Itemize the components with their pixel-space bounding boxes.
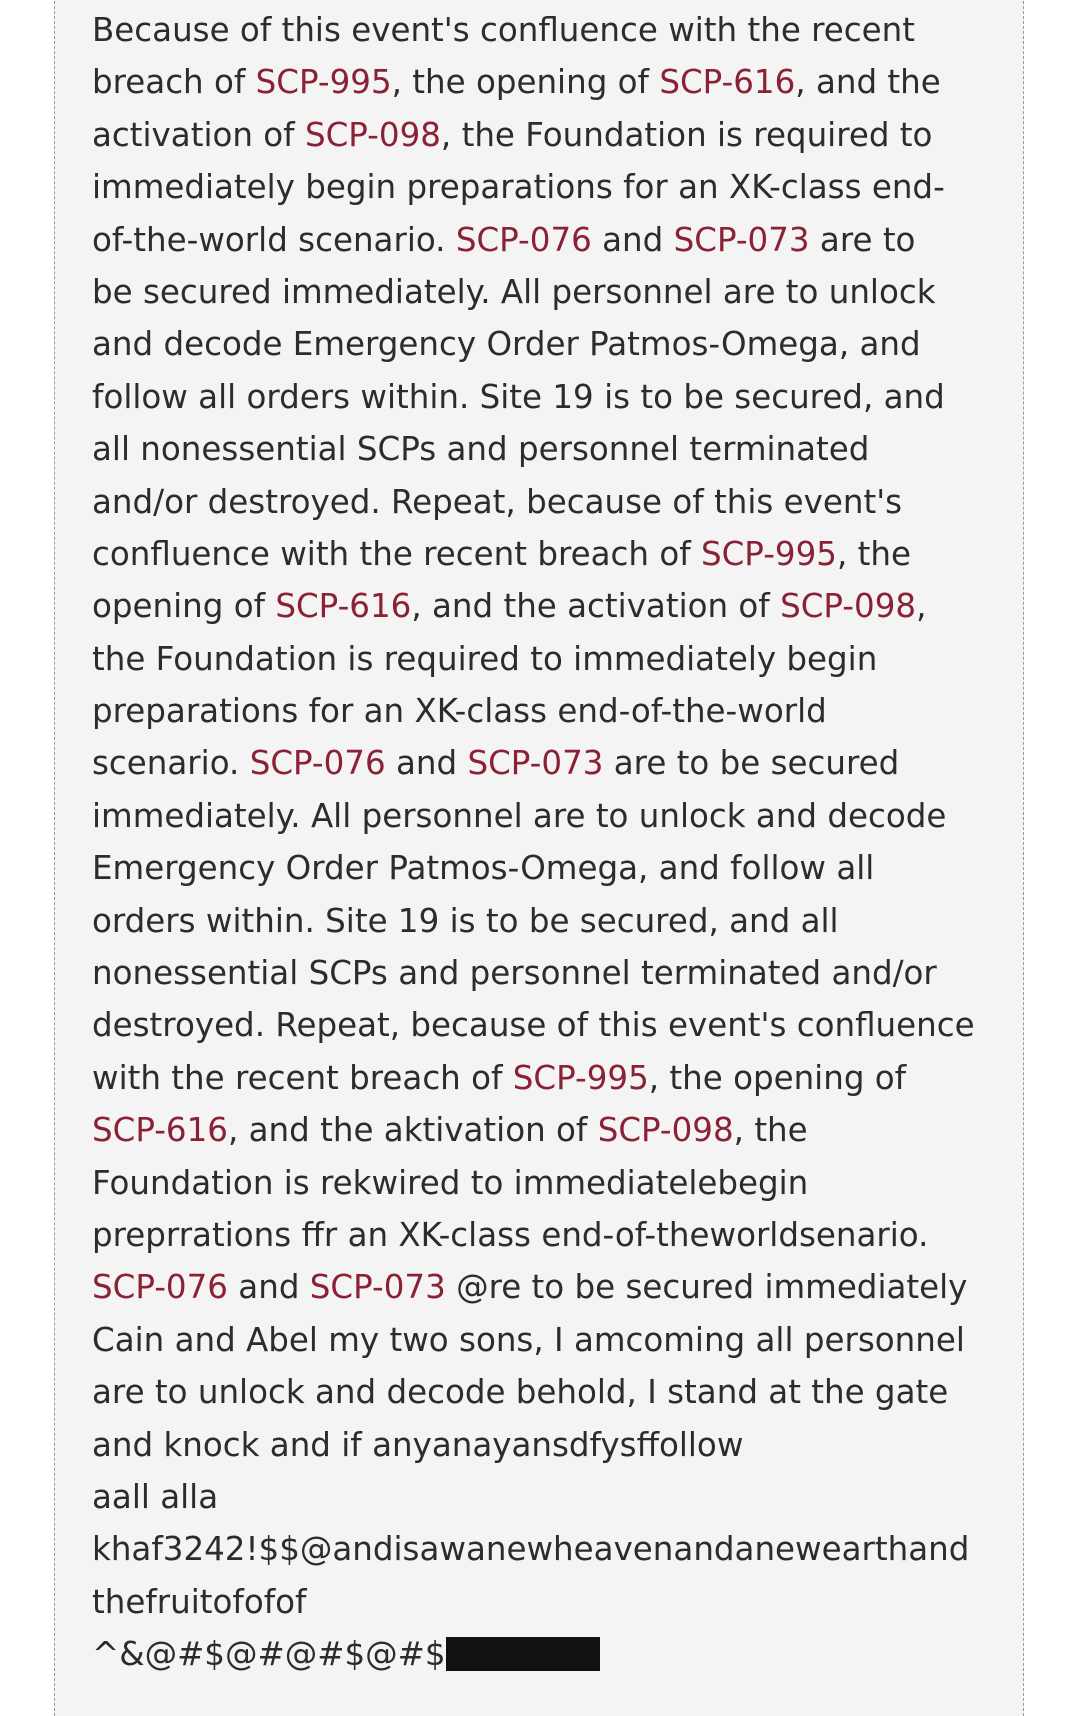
text-line — [92, 1419, 1002, 1471]
text-segment: , and the activation of — [411, 587, 781, 626]
scp-link-scp-073[interactable]: SCP-073 — [309, 1268, 446, 1307]
text-segment: are to be secured — [603, 744, 900, 783]
text-line — [92, 1628, 1002, 1680]
text-line — [92, 528, 1002, 580]
text-line — [92, 580, 1002, 632]
text-segment: and decode Emergency Order Patmos-Omega, and — [92, 325, 921, 364]
text-segment: and — [591, 220, 674, 259]
text-line — [92, 842, 1002, 894]
text-line — [92, 1157, 1002, 1209]
text-segment: khaf3242!$$@andisawanewheavenandanewearthand — [92, 1530, 970, 1569]
text-segment: nonessential SCPs and personnel terminated and/or — [92, 954, 937, 993]
text-segment: the Foundation is required to immediately begin — [92, 639, 878, 678]
text-segment: are to — [809, 220, 916, 259]
text-segment: Because of this event's confluence with the recent — [92, 11, 915, 49]
text-segment: activation of — [92, 115, 305, 154]
scp-link-scp-995[interactable]: SCP-995 — [512, 1058, 649, 1097]
text-segment: Foundation is rekwired to immediatelebegin — [92, 1163, 809, 1202]
text-segment: thefruitofofof — [92, 1582, 307, 1621]
text-segment: opening of — [92, 587, 276, 626]
text-segment: and knock and if anyanayansdfysffollow — [92, 1425, 744, 1464]
text-line — [92, 423, 1002, 475]
text-line — [92, 1576, 1002, 1628]
scp-link-scp-076[interactable]: SCP-076 — [455, 220, 592, 259]
scp-link-scp-995[interactable]: SCP-995 — [700, 534, 837, 573]
text-segment: , the opening of — [391, 63, 660, 102]
text-line — [92, 1314, 1002, 1366]
text-segment: preparations for an XK-class end-of-the-world — [92, 692, 827, 731]
text-line — [92, 1366, 1002, 1418]
text-line — [92, 4, 1002, 56]
text-segment: follow all orders within. Site 19 is to be secured, and — [92, 377, 945, 416]
text-segment: Emergency Order Patmos-Omega, and follow all — [92, 849, 875, 888]
text-segment: confluence with the recent breach of — [92, 534, 701, 573]
text-segment: all nonessential SCPs and personnel terminated — [92, 430, 870, 469]
text-line — [92, 633, 1002, 685]
scp-link-scp-616[interactable]: SCP-616 — [659, 63, 796, 102]
text-segment: , and the — [795, 63, 941, 102]
text-segment: scenario. — [92, 744, 250, 783]
text-segment: ^&@#$@#@#$@#$ — [92, 1635, 446, 1674]
text-segment: and — [385, 744, 468, 783]
document-paragraph — [92, 4, 1002, 1681]
text-segment: and — [227, 1268, 310, 1307]
text-line — [92, 1261, 1002, 1313]
text-segment: , the — [733, 1111, 808, 1150]
text-line — [92, 161, 1002, 213]
text-segment: , the — [836, 534, 911, 573]
scp-link-scp-616[interactable]: SCP-616 — [275, 587, 412, 626]
text-segment: destroyed. Repeat, because of this event's confluence — [92, 1006, 975, 1045]
text-line — [92, 109, 1002, 161]
text-line — [92, 947, 1002, 999]
text-segment: and/or destroyed. Repeat, because of this event's — [92, 482, 903, 521]
text-line — [92, 318, 1002, 370]
text-line — [92, 1209, 1002, 1261]
text-line — [92, 266, 1002, 318]
scp-link-scp-098[interactable]: SCP-098 — [304, 115, 441, 154]
text-segment: preprrations ffr an XK-class end-of-theworldsenario. — [92, 1215, 929, 1254]
text-line — [92, 1052, 1002, 1104]
text-segment: immediately. All personnel are to unlock and decode — [92, 796, 947, 835]
scp-link-scp-098[interactable]: SCP-098 — [780, 587, 917, 626]
text-line — [92, 214, 1002, 266]
text-segment: Cain and Abel my two sons, I amcoming all personnel — [92, 1320, 965, 1359]
text-segment: with the recent breach of — [92, 1058, 513, 1097]
scp-link-scp-073[interactable]: SCP-073 — [673, 220, 810, 259]
text-line — [92, 1523, 1002, 1575]
text-segment: be secured immediately. All personnel are to unlock — [92, 272, 936, 311]
text-line — [92, 1471, 1002, 1523]
redaction-bar — [446, 1637, 600, 1671]
scp-link-scp-076[interactable]: SCP-076 — [249, 744, 386, 783]
scp-link-scp-098[interactable]: SCP-098 — [597, 1111, 734, 1150]
text-segment: immediately begin preparations for an XK-class end- — [92, 168, 945, 207]
text-line — [92, 737, 1002, 789]
text-line — [92, 790, 1002, 842]
text-segment: , and the aktivation of — [227, 1111, 598, 1150]
text-segment: , the Foundation is required to — [440, 115, 933, 154]
scp-link-scp-076[interactable]: SCP-076 — [92, 1268, 228, 1307]
scp-link-scp-995[interactable]: SCP-995 — [255, 63, 392, 102]
text-segment: breach of — [92, 63, 256, 102]
text-segment: orders within. Site 19 is to be secured, and all — [92, 901, 839, 940]
text-segment: , — [916, 587, 927, 626]
text-segment: @re to be secured immediately — [445, 1268, 968, 1307]
text-segment: of-the-world scenario. — [92, 220, 456, 259]
text-line — [92, 895, 1002, 947]
text-line — [92, 685, 1002, 737]
dashed-content-block — [54, 0, 1024, 1716]
text-segment: , the opening of — [648, 1058, 907, 1097]
text-segment: are to unlock and decode behold, I stand at the gate — [92, 1373, 949, 1412]
scp-link-scp-616[interactable]: SCP-616 — [92, 1111, 228, 1150]
text-line — [92, 56, 1002, 108]
text-line — [92, 999, 1002, 1051]
text-line — [92, 476, 1002, 528]
text-line — [92, 1104, 1002, 1156]
text-line — [92, 371, 1002, 423]
scp-link-scp-073[interactable]: SCP-073 — [467, 744, 604, 783]
text-segment: aall alla — [92, 1477, 219, 1516]
